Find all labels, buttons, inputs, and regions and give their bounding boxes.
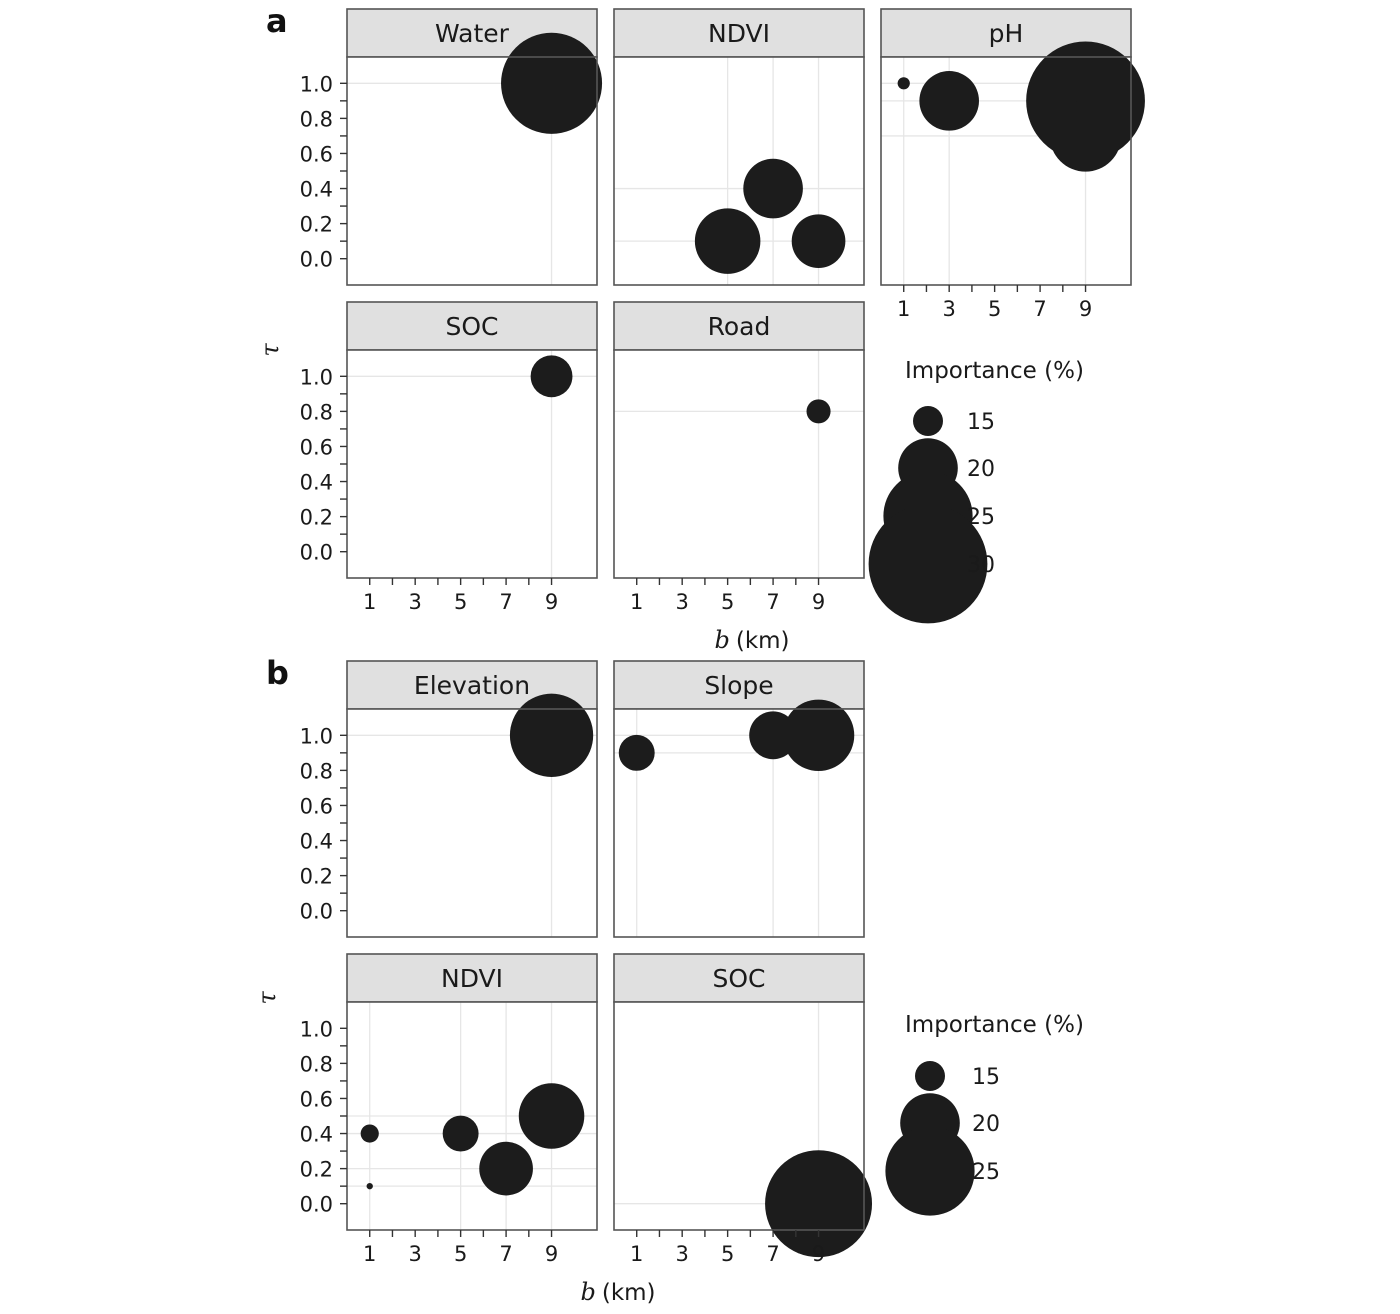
x-tick-label: 3 bbox=[408, 590, 422, 614]
facet-title: pH bbox=[988, 19, 1024, 48]
x-tick-label: 3 bbox=[408, 1242, 422, 1266]
data-point bbox=[695, 208, 761, 274]
x-tick-label: 3 bbox=[675, 1242, 689, 1266]
x-axis-title-unit: (km) bbox=[735, 628, 790, 654]
x-tick-label: 5 bbox=[720, 590, 735, 614]
y-tick-label: 0.6 bbox=[299, 435, 333, 460]
legend-label: 30 bbox=[967, 553, 995, 578]
y-tick-label: 0.2 bbox=[299, 864, 333, 889]
y-tick-label: 0.0 bbox=[299, 247, 333, 272]
x-tick-label: 7 bbox=[766, 1242, 780, 1266]
y-tick-label: 0.0 bbox=[299, 899, 333, 924]
data-point bbox=[361, 1124, 379, 1142]
facet-panel bbox=[614, 302, 864, 614]
y-tick-label: 1.0 bbox=[299, 724, 333, 749]
legend-label: 20 bbox=[972, 1112, 1000, 1137]
x-tick-label: 1 bbox=[363, 590, 377, 614]
size-legend bbox=[885, 1012, 1084, 1216]
facet-title: SOC bbox=[445, 312, 499, 341]
data-point bbox=[1050, 100, 1121, 171]
x-axis-title-symbol: b bbox=[714, 626, 730, 654]
facet-title: Slope bbox=[704, 671, 774, 700]
facet-panel bbox=[881, 9, 1145, 321]
x-tick-label: 7 bbox=[499, 590, 513, 614]
facet-title: NDVI bbox=[708, 19, 770, 48]
y-tick-label: 0.2 bbox=[299, 1157, 333, 1182]
x-tick-label: 9 bbox=[1078, 297, 1093, 321]
x-tick-label: 1 bbox=[630, 1242, 644, 1266]
legend-label: 15 bbox=[972, 1065, 1000, 1090]
x-tick-label: 7 bbox=[766, 590, 780, 614]
y-tick-label: 0.4 bbox=[299, 177, 333, 202]
data-point bbox=[807, 399, 831, 423]
y-tick-label: 0.6 bbox=[299, 1087, 333, 1112]
y-tick-label: 0.2 bbox=[299, 212, 333, 237]
x-axis-title bbox=[714, 626, 789, 654]
legend-key bbox=[915, 1061, 945, 1091]
y-tick-label: 0.4 bbox=[299, 1122, 333, 1147]
y-tick-label: 0.2 bbox=[299, 505, 333, 530]
legend-label: 25 bbox=[967, 505, 995, 530]
x-tick-label: 5 bbox=[453, 1242, 468, 1266]
x-tick-label: 5 bbox=[720, 1242, 735, 1266]
x-tick-label: 5 bbox=[453, 590, 468, 614]
data-point bbox=[619, 735, 655, 771]
y-tick-label: 1.0 bbox=[299, 1017, 333, 1042]
y-tick-label: 0.0 bbox=[299, 1192, 333, 1217]
x-tick-label: 5 bbox=[987, 297, 1002, 321]
x-tick-label: 3 bbox=[942, 297, 956, 321]
legend-key bbox=[913, 406, 943, 436]
facet-panel bbox=[614, 661, 864, 937]
plot-background bbox=[614, 350, 864, 578]
panel-label: b bbox=[266, 654, 289, 692]
size-legend bbox=[869, 358, 1084, 623]
facet-title: Elevation bbox=[413, 671, 531, 700]
legend-title: Importance (%) bbox=[905, 358, 1084, 384]
x-tick-label: 9 bbox=[544, 1242, 559, 1266]
x-axis-title-symbol: b bbox=[580, 1278, 596, 1306]
x-tick-label: 3 bbox=[675, 590, 689, 614]
data-point bbox=[531, 355, 573, 397]
facet-panel bbox=[300, 661, 597, 937]
y-tick-label: 1.0 bbox=[299, 365, 333, 390]
y-tick-label: 0.6 bbox=[299, 794, 333, 819]
panel-label: a bbox=[266, 2, 288, 40]
facet-panel bbox=[614, 954, 872, 1266]
x-tick-label: 7 bbox=[1033, 297, 1047, 321]
data-point bbox=[898, 77, 910, 89]
x-tick-label: 1 bbox=[897, 297, 911, 321]
legend-label: 25 bbox=[972, 1160, 1000, 1185]
x-axis-title bbox=[580, 1278, 655, 1306]
legend-label: 15 bbox=[967, 410, 995, 435]
x-tick-label: 7 bbox=[499, 1242, 513, 1266]
y-tick-label: 0.4 bbox=[299, 829, 333, 854]
y-tick-label: 0.8 bbox=[299, 400, 333, 425]
facet-panel bbox=[300, 302, 597, 614]
x-tick-label: 1 bbox=[630, 590, 644, 614]
data-point bbox=[519, 1083, 585, 1149]
facet-title: Road bbox=[707, 312, 771, 341]
facet-title: NDVI bbox=[441, 964, 503, 993]
data-point bbox=[792, 214, 846, 268]
x-tick-label: 9 bbox=[811, 1242, 826, 1266]
data-point bbox=[443, 1116, 479, 1152]
y-tick-label: 0.6 bbox=[299, 142, 333, 167]
legend-title: Importance (%) bbox=[905, 1012, 1084, 1038]
data-point bbox=[919, 71, 979, 131]
facet-title: SOC bbox=[712, 964, 766, 993]
y-tick-label: 0.4 bbox=[299, 470, 333, 495]
x-tick-label: 1 bbox=[363, 1242, 377, 1266]
facet-panel bbox=[300, 9, 602, 285]
data-point bbox=[783, 700, 854, 771]
data-point bbox=[510, 694, 593, 777]
y-tick-label: 0.8 bbox=[299, 1052, 333, 1077]
facet-panel bbox=[300, 954, 597, 1266]
legend-label: 20 bbox=[967, 457, 995, 482]
y-tick-label: 0.8 bbox=[299, 759, 333, 784]
data-point bbox=[743, 159, 803, 219]
y-axis-title: τ bbox=[256, 343, 284, 357]
x-axis-title-unit: (km) bbox=[601, 1280, 656, 1306]
y-axis-title: τ bbox=[253, 991, 281, 1005]
x-tick-label: 9 bbox=[544, 590, 559, 614]
y-tick-label: 0.0 bbox=[299, 540, 333, 565]
data-point bbox=[501, 33, 602, 134]
facet-panel bbox=[614, 9, 864, 285]
y-tick-label: 0.8 bbox=[299, 107, 333, 132]
data-point bbox=[367, 1183, 373, 1189]
y-tick-label: 1.0 bbox=[299, 72, 333, 97]
x-tick-label: 9 bbox=[811, 590, 826, 614]
data-point bbox=[479, 1142, 533, 1196]
facet-title: Water bbox=[435, 19, 509, 48]
legend-key bbox=[885, 1126, 974, 1215]
